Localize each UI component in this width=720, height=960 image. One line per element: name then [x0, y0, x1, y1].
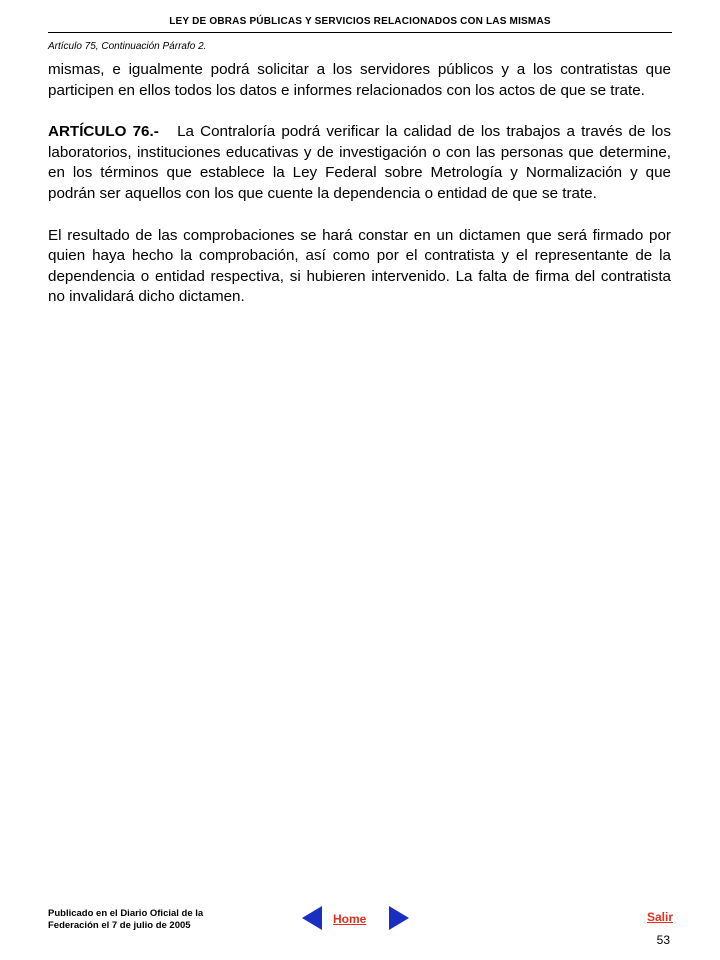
paragraph-continuation: mismas, e igualmente podrá solicitar a los servidores públicos y a los contratistas que participen en ellos todos los datos e informes relacionados con los actos de que se trate. [48, 61, 671, 99]
publication-info [48, 908, 248, 932]
article-76-text: La Contraloría podrá verificar la calidad de los trabajos a través de los laboratorios, instituciones educativas y de investigación o con las personas que determine, en los términos que establece la Ley Federal sobre Metrología y Normalización y que podrán ser aquellos con los que cuente la dependencia o entidad de que se trate. [48, 123, 671, 202]
publication-line-2: Federación el 7 de julio de 2005 [48, 920, 191, 931]
article-76-paragraph [48, 122, 671, 204]
continuation-note: Artículo 75, Continuación Párrafo 2. [48, 41, 207, 52]
arrow-left-icon[interactable] [302, 906, 322, 930]
document-body [48, 60, 671, 329]
header-divider [48, 32, 672, 33]
home-link[interactable]: Home [333, 912, 367, 926]
publication-line-1: Publicado en el Diario Oficial de la [48, 908, 204, 919]
article-76-heading: ARTÍCULO 76.- [48, 123, 159, 141]
page-number: 53 [656, 933, 670, 947]
arrow-right-icon[interactable] [389, 906, 409, 930]
exit-link[interactable]: Salir [646, 910, 673, 924]
document-header-title: LEY DE OBRAS PÚBLICAS Y SERVICIOS RELACIONADOS CON LAS MISMAS [169, 16, 551, 27]
paragraph-dictamen: El resultado de las comprobaciones se hará constar en un dictamen que será firmado por quien haya hecho la comprobación, así como por el contratista y el representante de la dependencia o entidad respectiva, si hubieren intervenido. La falta de firma del contratista no invalidará dicho dictamen. [48, 226, 671, 306]
